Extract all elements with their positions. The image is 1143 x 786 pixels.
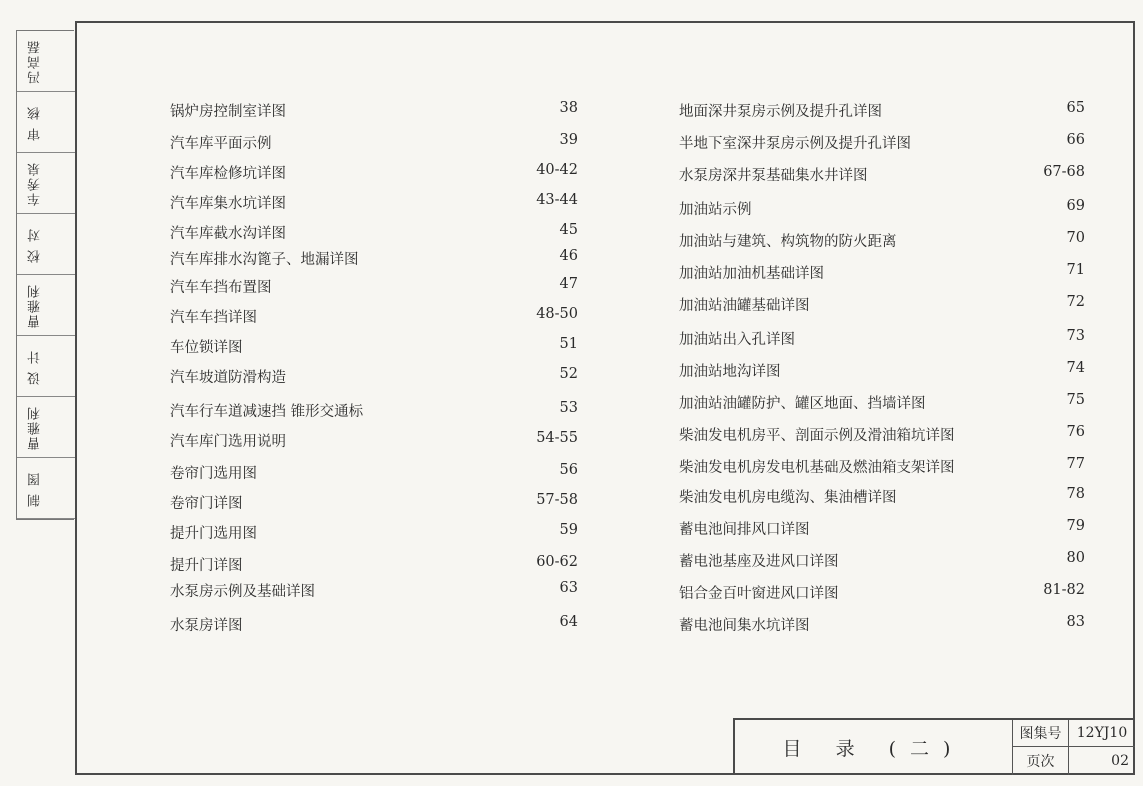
page-number-value: 02 — [1111, 753, 1129, 769]
toc-entry-page: 70 — [1066, 230, 1085, 246]
toc-entry-title: 铝合金百叶窗进风口详图 — [679, 586, 839, 602]
toc-entry-title: 汽车库集水坑详图 — [170, 196, 286, 212]
toc-entry-page: 72 — [1066, 294, 1085, 310]
toc-entry-page: 79 — [1066, 518, 1085, 534]
toc-entry-title: 汽车坡道防滑构造 — [170, 370, 286, 386]
toc-entry-title: 车位锁详图 — [170, 340, 243, 356]
toc-entry-page: 81-82 — [1043, 582, 1085, 598]
toc-entry-title: 卷帘门详图 — [170, 496, 243, 512]
toc-entry-page: 69 — [1066, 198, 1085, 214]
toc-entry-title: 半地下室深井泵房示例及提升孔详图 — [679, 136, 911, 152]
toc-entry-title: 水泵房深井泵基础集水井详图 — [679, 168, 868, 184]
toc-entry-page: 78 — [1066, 486, 1085, 502]
page-title: 目 录 (二) — [735, 720, 1013, 775]
toc-entry-title: 汽车车挡详图 — [170, 310, 257, 326]
toc-entry-page: 54-55 — [536, 430, 578, 446]
toc-entry-title: 加油站油罐基础详图 — [679, 298, 810, 314]
atlas-number-label: 图集号 — [1013, 720, 1069, 747]
toc-entry-page: 77 — [1066, 456, 1085, 472]
toc-entry-page: 67-68 — [1043, 164, 1085, 180]
toc-entry-title: 加油站地沟详图 — [679, 364, 781, 380]
toc-entry-page: 71 — [1066, 262, 1085, 278]
atlas-number-value: 12YJ10 — [1069, 720, 1135, 747]
page-number-label: 页次 — [1013, 747, 1069, 775]
signature-role: 设 计 — [28, 348, 43, 386]
toc-entry-title: 提升门详图 — [170, 558, 243, 574]
toc-entry-title: 柴油发电机房电缆沟、集油槽详图 — [679, 490, 897, 506]
signature-cell — [17, 214, 75, 275]
toc-entry-page: 47 — [559, 276, 578, 292]
toc-entry-title: 汽车库平面示例 — [170, 136, 272, 152]
signature-cell — [17, 92, 75, 153]
toc-entry-title: 水泵房示例及基础详图 — [170, 584, 315, 600]
toc-entry-page: 83 — [1066, 614, 1085, 630]
toc-entry-title: 柴油发电机房平、剖面示例及滑油箱坑详图 — [679, 428, 955, 444]
toc-entry-page: 75 — [1066, 392, 1085, 408]
toc-entry-title: 加油站示例 — [679, 202, 752, 218]
toc-entry-page: 59 — [559, 522, 578, 538]
toc-entry-page: 63 — [559, 580, 578, 596]
signature-cell — [17, 458, 75, 519]
toc-entry-page: 73 — [1066, 328, 1085, 344]
signature-role: 制 图 — [28, 470, 43, 508]
toc-entry-page: 43-44 — [536, 192, 578, 208]
toc-entry-title: 蓄电池间集水坑详图 — [679, 618, 810, 634]
toc-entry-page: 57-58 — [536, 492, 578, 508]
toc-entry-title: 锅炉房控制室详图 — [170, 104, 286, 120]
toc-entry-title: 汽车行车道减速挡 锥形交通标 — [170, 404, 364, 420]
toc-entry-title: 柴油发电机房发电机基础及燃油箱支架详图 — [679, 460, 955, 476]
signature-role: 冯高磊 — [28, 39, 43, 85]
toc-entry-page: 39 — [559, 132, 578, 148]
signature-role: 曹雅利 — [28, 283, 43, 329]
signature-cell — [17, 336, 75, 397]
toc-entry-title: 地面深井泵房示例及提升孔详图 — [679, 104, 882, 120]
signature-cell — [17, 31, 75, 92]
toc-entry-page: 46 — [559, 248, 578, 264]
toc-entry-page: 52 — [559, 366, 578, 382]
toc-entry-title: 提升门选用图 — [170, 526, 257, 542]
toc-entry-title: 汽车库排水沟篦子、地漏详图 — [170, 252, 359, 268]
signature-cell — [17, 153, 75, 214]
toc-entry-page: 80 — [1066, 550, 1085, 566]
toc-entry-page: 45 — [559, 222, 578, 238]
toc-entry-title: 汽车车挡布置图 — [170, 280, 272, 296]
toc-entry-page: 65 — [1066, 100, 1085, 116]
signature-strip — [16, 30, 74, 520]
signature-role: 校 对 — [28, 226, 43, 264]
toc-entry-title: 加油站油罐防护、罐区地面、挡墙详图 — [679, 396, 926, 412]
toc-entry-page: 60-62 — [536, 554, 578, 570]
toc-entry-title: 蓄电池基座及进风口详图 — [679, 554, 839, 570]
toc-entry-title: 水泵房详图 — [170, 618, 243, 634]
toc-entry-title: 加油站与建筑、构筑物的防火距离 — [679, 234, 897, 250]
signature-cell — [17, 397, 75, 458]
signature-role: 车秀泉 — [28, 161, 43, 207]
toc-entry-page: 38 — [559, 100, 578, 116]
toc-entry-title: 汽车库门选用说明 — [170, 434, 286, 450]
title-block — [733, 718, 1135, 775]
toc-entry-title: 加油站加油机基础详图 — [679, 266, 824, 282]
toc-entry-title: 汽车库截水沟详图 — [170, 226, 286, 242]
toc-entry-page: 64 — [559, 614, 578, 630]
toc-entry-page: 48-50 — [536, 306, 578, 322]
toc-entry-page: 66 — [1066, 132, 1085, 148]
toc-entry-page: 76 — [1066, 424, 1085, 440]
signature-cell — [17, 275, 75, 336]
signature-role: 曹雅利 — [28, 405, 43, 451]
toc-entry-title: 加油站出入孔详图 — [679, 332, 795, 348]
toc-entry-title: 蓄电池间排风口详图 — [679, 522, 810, 538]
toc-entry-title: 汽车库检修坑详图 — [170, 166, 286, 182]
toc-entry-page: 53 — [559, 400, 578, 416]
signature-role: 审 核 — [28, 104, 43, 142]
toc-entry-title: 卷帘门选用图 — [170, 466, 257, 482]
toc-entry-page: 40-42 — [536, 162, 578, 178]
toc-entry-page: 74 — [1066, 360, 1085, 376]
toc-entry-page: 56 — [559, 462, 578, 478]
toc-entry-page: 51 — [559, 336, 578, 352]
